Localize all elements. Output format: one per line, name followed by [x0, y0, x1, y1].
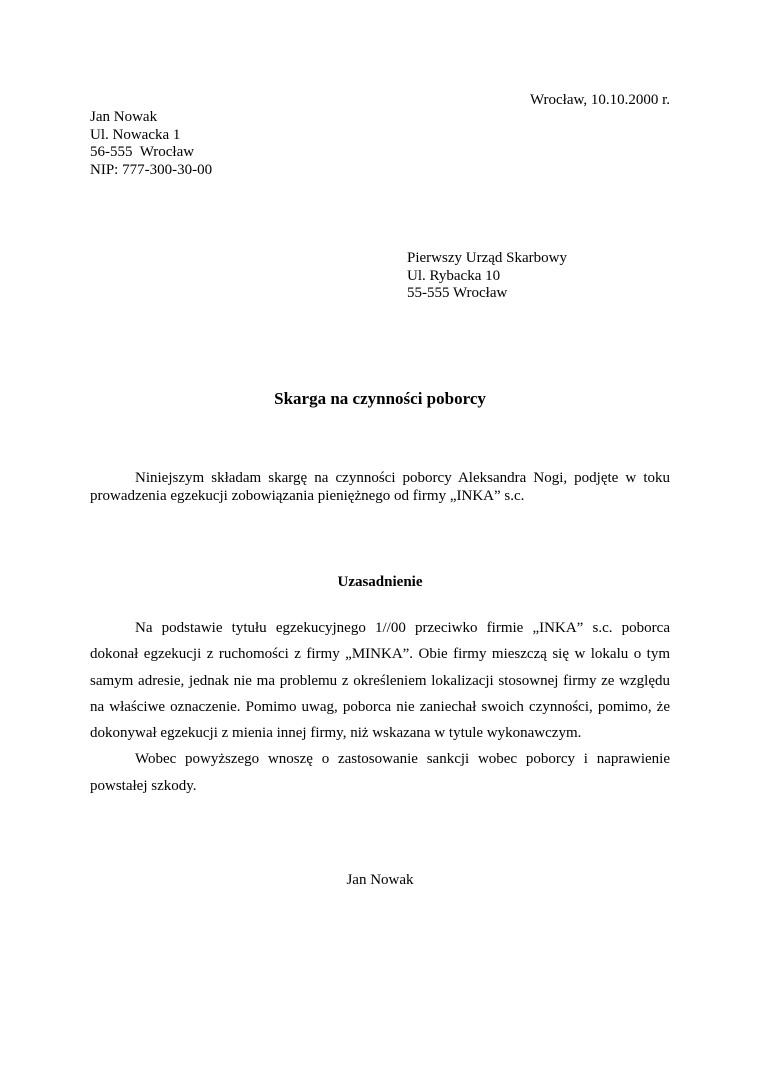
sender-street: Ul. Nowacka 1	[90, 126, 181, 143]
recipient-street: Ul. Rybacka 10	[407, 267, 501, 284]
recipient-name: Pierwszy Urząd Skarbowy	[407, 250, 567, 266]
justification-heading: Uzasadnienie	[337, 574, 423, 590]
justification-paragraph: Wobec powyższego wnoszę o zastosowanie sankcji wobec poborcy i naprawienie powstałej szkody.	[90, 751, 670, 794]
sender-nip: NIP: 777-300-30-00	[90, 161, 213, 178]
sender-address-block	[90, 109, 212, 179]
signature: Jan Nowak	[346, 872, 414, 888]
intro-paragraph: Niniejszym składam skargę na czynności poborcy Aleksandra Nogi, podjęte w toku prowadzenia egzekucji zobowiązania pieniężnego od firmy „INKA” s.c.	[90, 470, 670, 504]
place-date: Wrocław, 10.10.2000 r.	[529, 92, 670, 108]
justification-paragraph: Na podstawie tytułu egzekucyjnego 1//00 przeciwko firmie „INKA” s.c. poborca dokonał egzekucji z ruchomości z firmy „MINKA”. Obie firmy mieszczą się w lokalu o tym samym adresie, jednak nie ma problemu z określeniem lokalizacji stosownej firmy ze względu na właściwe oznaczenie. Pomimo uwag, poborca nie zaniechał swoich czynności, pomimo, że dokonywał egzekucji z mienia innej firmy, niż wskazana w tytule wykonawczym.	[90, 620, 670, 742]
document-title: Skarga na czynności poborcy	[274, 389, 486, 408]
justification-body	[90, 615, 670, 799]
sender-name: Jan Nowak	[90, 109, 158, 125]
recipient-city: 55-555 Wrocław	[407, 285, 508, 301]
sender-city: 56-555 Wrocław	[90, 144, 195, 160]
recipient-address-block	[407, 250, 567, 303]
